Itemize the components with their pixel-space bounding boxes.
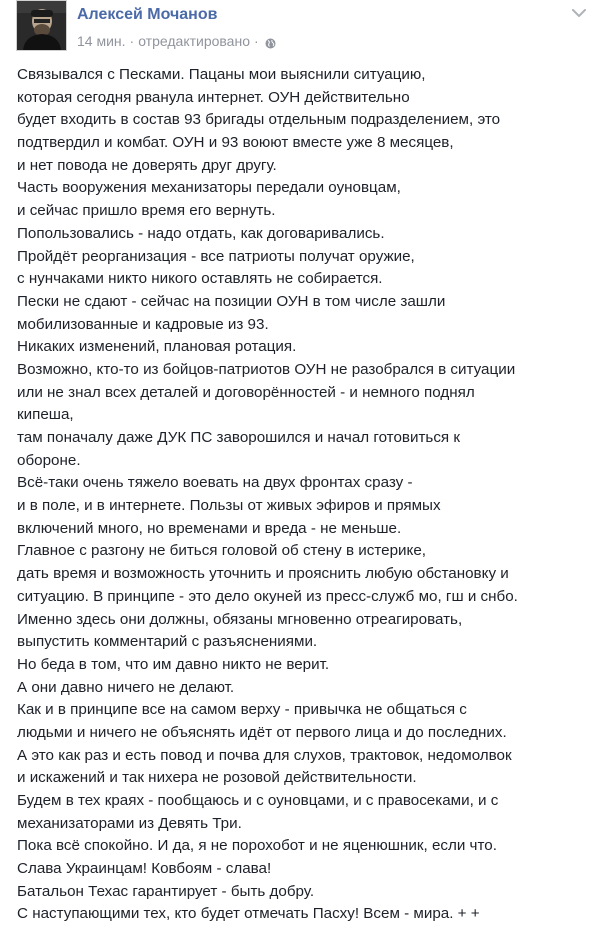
post-text-line: будет входить в состав 93 бригады отдельным подразделением, это <box>17 111 501 129</box>
meta-separator: · <box>253 33 259 49</box>
post-body <box>17 64 589 926</box>
post-time[interactable]: 14 мин. <box>77 33 126 49</box>
post-text-line: Именно здесь они должны, обязаны мгновенно отреагировать, <box>17 610 463 628</box>
post-text-line: Батальон Техас гарантирует - быть добру. <box>17 882 315 900</box>
post-text-line: и сейчас пришло время его вернуть. <box>17 202 276 220</box>
post-text-line: мобилизованные и кадровые из 93. <box>17 315 269 333</box>
post-text-line: А это как раз и есть повод и почва для слухов, трактовок, недомолвок <box>17 746 512 764</box>
edited-label[interactable]: отредактировано <box>138 33 250 49</box>
post-text-line: там поначалу даже ДУК ПС заворошился и начал готовиться к <box>17 429 461 446</box>
post-text-line: с нунчаками никто никого оставлять не собирается. <box>17 270 383 288</box>
post-text-line: Пройдёт реорганизация - все патриоты получат оружие, <box>17 247 415 265</box>
post-text-line: которая сегодня рванула интернет. ОУН действительно <box>17 88 410 106</box>
post-text-line: Возможно, кто-то из бойцов-патриотов ОУН не разобрался в ситуации <box>17 360 516 378</box>
post-text-line: Никаких изменений, плановая ротация. <box>17 338 297 356</box>
globe-icon[interactable] <box>265 36 276 47</box>
post-text-line: обороне. <box>17 451 81 469</box>
post-text-line: выпустить комментарий с разъяснениями. <box>17 633 318 651</box>
post-text-line: и нет повода не доверять друг другу. <box>17 156 277 174</box>
post-text-line: кипеша, <box>17 406 74 424</box>
post-meta <box>77 33 276 49</box>
post-text-line: Слава Украинцам! Ковбоям - слава! <box>17 860 272 878</box>
post-text-line: механизаторами из Девять Три. <box>17 814 242 832</box>
post-text-line: С наступающими тех, кто будет отмечать Пасху! Всем - мира. + + <box>17 905 480 923</box>
post-text-line: и в поле, и в интернете. Пользы от живых эфиров и прямых <box>17 497 441 515</box>
meta-separator: · <box>129 33 135 49</box>
post-text-line: Но беда в том, что им давно никто не верит. <box>17 655 330 673</box>
post-text-line: Будем в тех краях - пообщаюсь и с оуновцами, и с правосеками, и с <box>17 792 499 809</box>
post-text-line: или не знал всех деталей и договорённостей - и немного поднял <box>17 383 475 401</box>
post-text-line: Связывался с Песками. Пацаны мои выяснили ситуацию, <box>17 66 426 83</box>
post-text-line: ситуацию. В принципе - это дело окуней из пресс-служб мо, гш и снбо. <box>17 587 518 605</box>
post-text-line: дать время и возможность уточнить и прояснить любую обстановку и <box>17 565 509 583</box>
post-text-line: Как и в принципе все на самом верху - привычка не общаться с <box>17 701 467 719</box>
post-text-line: Часть вооружения механизаторы передали оуновцам, <box>17 179 401 197</box>
post-text-line: Всё-таки очень тяжело воевать на двух фронтах сразу - <box>17 474 413 492</box>
chevron-down-icon[interactable] <box>568 2 590 24</box>
post-text-line: Пески не сдают - сейчас на позиции ОУН в том числе зашли <box>17 292 446 310</box>
author-name[interactable]: Алексей Мочанов <box>77 6 218 23</box>
post-text-line: подтвердил и комбат. ОУН и 93 воюют вместе уже 8 месяцев, <box>17 134 454 152</box>
post-header <box>15 0 590 60</box>
post-text-line: людьми и ничего не объяснять идёт от первого лица и до последних. <box>17 723 507 741</box>
avatar[interactable] <box>16 0 67 51</box>
post-text-line: Попользовались - надо отдать, как договаривались. <box>17 224 385 242</box>
avatar-photo <box>17 1 66 50</box>
post-text-line: включений много, но временами и вреда - не меньше. <box>17 519 402 537</box>
post-text-line: А они давно ничего не делают. <box>17 678 235 696</box>
post-text-line: и искажений и так нихера не розовой действительности. <box>17 769 417 787</box>
post-text-line: Пока всё спокойно. И да, я не порохобот и не яценюшник, если что. <box>17 837 497 855</box>
post-text-line: Главное с разгону не биться головой об стену в истерике, <box>17 542 426 560</box>
